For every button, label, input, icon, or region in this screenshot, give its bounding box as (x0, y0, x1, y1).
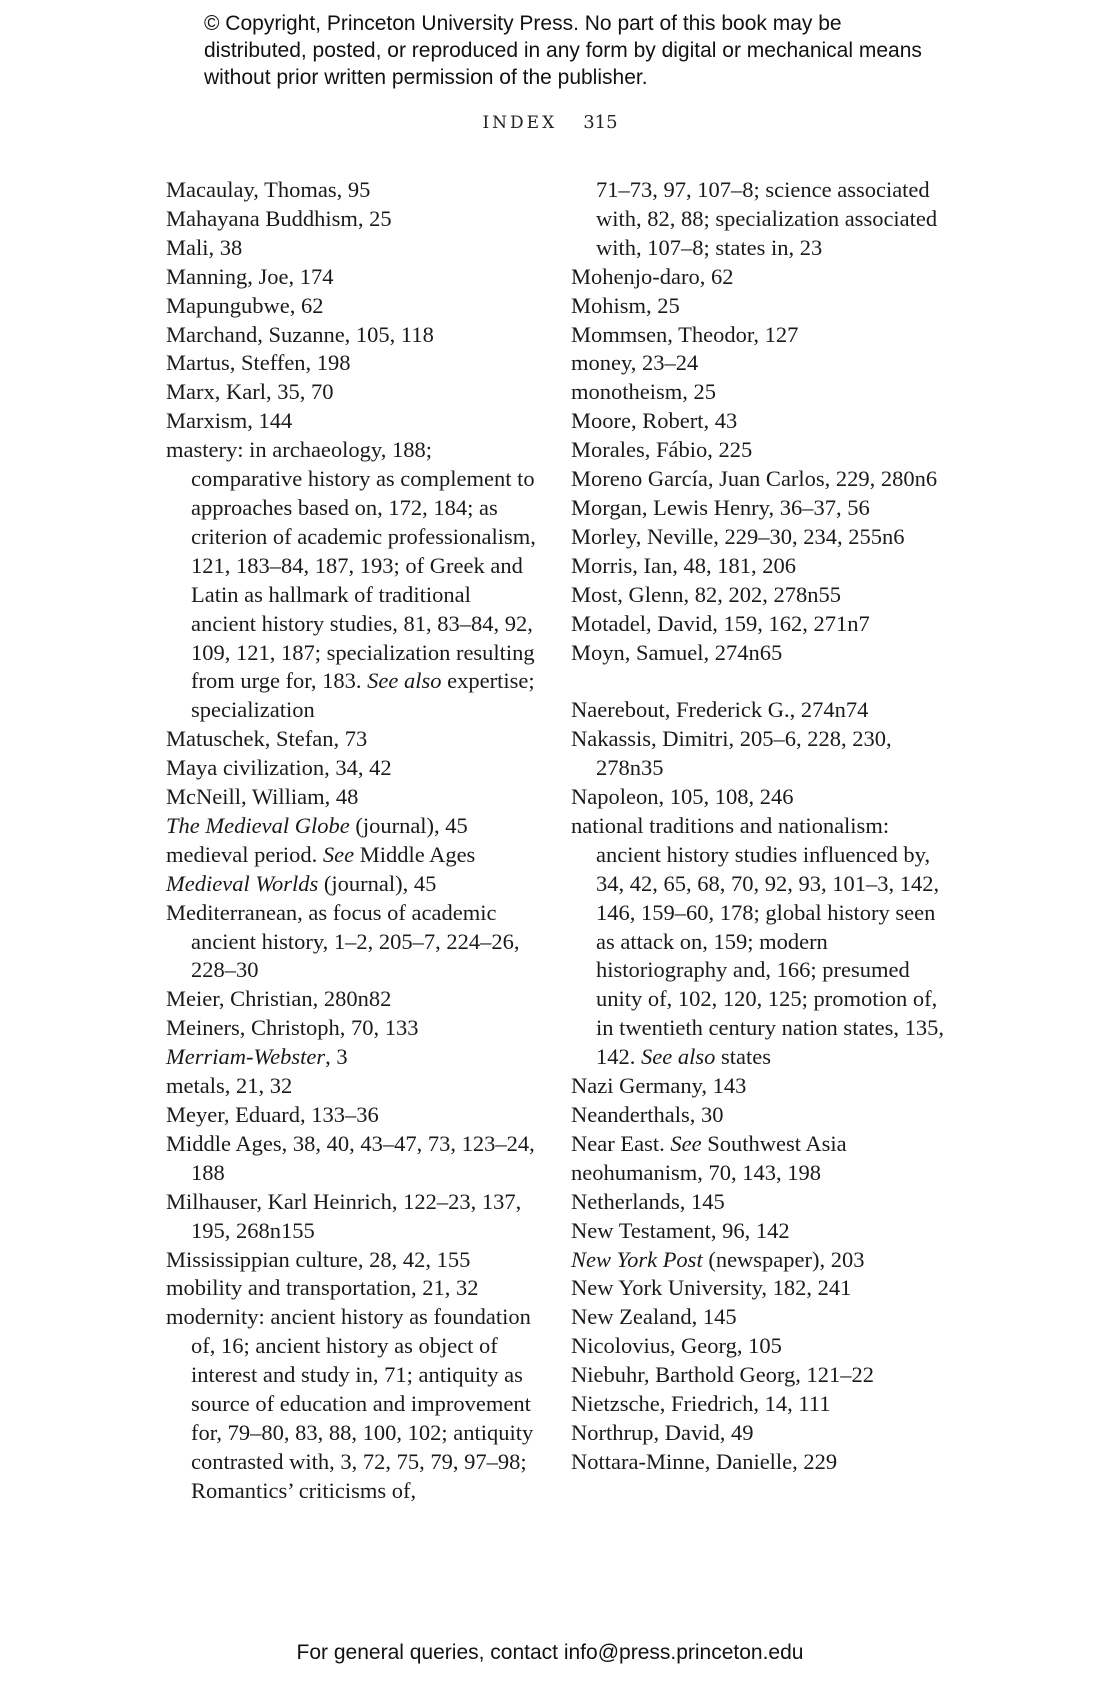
index-entry (571, 465, 946, 494)
index-entry-text: monotheism, 25 (571, 379, 716, 405)
index-entry-text: Marxism, 144 (166, 408, 293, 434)
index-entry-italic: Medieval Worlds (166, 870, 319, 896)
index-entry-text: mastery: in archaeology, 188; comparative history as complement to approaches based on, 172, 184; as criterion of academic professionalism, 121, 183–84, 187, 193; of Greek and Latin as hallmark of traditional ancient history studies, 81, 83–84, 92, 109, 121, 187; specialization resulting from urge for, 183. (166, 437, 536, 694)
index-entry (166, 1188, 541, 1246)
index-entry-text: neohumanism, 70, 143, 198 (571, 1159, 821, 1185)
index-entry-text: Morales, Fábio, 225 (571, 437, 753, 463)
index-entry-text: mobility and transportation, 21, 32 (166, 1275, 479, 1301)
index-entry (571, 1072, 946, 1101)
index-entry (166, 1130, 541, 1188)
index-entry (571, 1217, 946, 1246)
index-entry (166, 321, 541, 350)
index-entry-text: Mediterranean, as focus of academic ancient history, 1–2, 205–7, 224–26, 228–30 (166, 899, 520, 983)
index-entry (166, 1014, 541, 1043)
index-entry-text: Niebuhr, Barthold Georg, 121–22 (571, 1362, 875, 1388)
index-entry-text: Meiners, Christoph, 70, 133 (166, 1015, 419, 1041)
index-entry-text: Marchand, Suzanne, 105, 118 (166, 321, 434, 347)
index-entry-text: McNeill, William, 48 (166, 784, 359, 810)
index-entry (166, 1246, 541, 1275)
index-entry (571, 1188, 946, 1217)
index-entry-text: modernity: ancient history as foundation of, 16; ancient history as object of interest and study in, 71; antiquity as source of education and improvement for, 79–80, 83, 88, 100, 102; antiquity contrasted with, 3, 72, 75, 79, 97–98; Romantics’ criticisms of, (166, 1304, 534, 1503)
index-entry-text: Morris, Ian, 48, 181, 206 (571, 552, 796, 578)
index-entry (571, 725, 946, 783)
index-entry-text: Nazi Germany, 143 (571, 1073, 747, 1099)
index-entry-italic: See (322, 841, 355, 867)
index-entry-text: Nicolovius, Georg, 105 (571, 1333, 782, 1359)
index-entry (166, 263, 541, 292)
index-entry (571, 696, 946, 725)
index-entry (571, 1448, 946, 1477)
index-entry (571, 523, 946, 552)
index-entry (571, 494, 946, 523)
index-entry (571, 1303, 946, 1332)
index-entry-text: Moore, Robert, 43 (571, 408, 738, 434)
index-entry (571, 1390, 946, 1419)
index-entry (571, 581, 946, 610)
index-entry-text: Moyn, Samuel, 274n65 (571, 639, 783, 665)
index-entry-text: Nottara-Minne, Danielle, 229 (571, 1448, 838, 1474)
index-entry-text: New Zealand, 145 (571, 1304, 737, 1330)
index-entry-text: Morley, Neville, 229–30, 234, 255n6 (571, 523, 905, 549)
index-entry (166, 176, 541, 205)
index-entry (571, 1332, 946, 1361)
index-entry-text: Morgan, Lewis Henry, 36–37, 56 (571, 494, 870, 520)
index-entry-text: Napoleon, 105, 108, 246 (571, 784, 794, 810)
index-entry-text: Northrup, David, 49 (571, 1419, 754, 1445)
index-entry (166, 1101, 541, 1130)
index-entry (571, 639, 946, 668)
index-entry-text: Mapungubwe, 62 (166, 292, 324, 318)
index-entry-text: Meier, Christian, 280n82 (166, 986, 392, 1012)
index-entry (166, 1303, 541, 1505)
running-head (0, 112, 1100, 133)
index-entry-text: medieval period. (166, 841, 323, 867)
index-column-left (166, 176, 541, 1506)
index-entry (166, 783, 541, 812)
index-entry (571, 263, 946, 292)
index-entry (166, 378, 541, 407)
index-entry-text: Neanderthals, 30 (571, 1101, 724, 1127)
index-entry (571, 407, 946, 436)
index-entry-text: Macaulay, Thomas, 95 (166, 177, 371, 202)
index-entry (571, 349, 946, 378)
index-entry (166, 1072, 541, 1101)
index-entry-text: Matuschek, Stefan, 73 (166, 726, 368, 752)
index-entry (571, 1101, 946, 1130)
index-entry-italic: See also (367, 668, 442, 694)
index-entry-text: Mohism, 25 (571, 292, 680, 318)
index-entry (166, 436, 541, 725)
index-entry-text: Middle Ages, 38, 40, 43–47, 73, 123–24, 188 (166, 1130, 535, 1185)
index-entry (571, 1419, 946, 1448)
index-entry (571, 1246, 946, 1275)
index-entry (571, 552, 946, 581)
index-entry-text: Martus, Steffen, 198 (166, 350, 351, 376)
index-entry-text: Naerebout, Frederick G., 274n74 (571, 697, 869, 723)
index-entry (571, 1361, 946, 1390)
index-entry-text: Most, Glenn, 82, 202, 278n55 (571, 581, 841, 607)
index-entry-text: Mahayana Buddhism, 25 (166, 205, 392, 231)
index-entry-text: (journal), 45 (349, 812, 468, 838)
index-entry (571, 1274, 946, 1303)
index-entry (571, 812, 946, 1072)
index-entry (571, 1159, 946, 1188)
index-entry-text: Meyer, Eduard, 133–36 (166, 1102, 379, 1127)
index-entry (571, 378, 946, 407)
index-entry-text: Nietzsche, Friedrich, 14, 111 (571, 1391, 831, 1417)
index-entry-italic: The Medieval Globe (166, 812, 350, 838)
index-entry (166, 1274, 541, 1303)
index-entry-text: Mohenjo-daro, 62 (571, 263, 734, 289)
index-entry (166, 985, 541, 1014)
index-entry (166, 407, 541, 436)
index-entry-italic: Merriam-Webster (166, 1044, 326, 1070)
index-entry-text: Southwest Asia (701, 1130, 847, 1156)
index-entry-text: Netherlands, 145 (571, 1188, 725, 1214)
index-entry (166, 349, 541, 378)
index-entry (166, 754, 541, 783)
index-entry-text: money, 23–24 (571, 350, 699, 376)
index-entry-text: New Testament, 96, 142 (571, 1217, 790, 1243)
page-number: 315 (583, 112, 618, 133)
index-column-right (571, 176, 946, 1477)
index-entry-text: expertise; specialization (191, 668, 535, 723)
index-entry-text: Near East. (571, 1130, 671, 1156)
index-entry-continued (571, 176, 946, 263)
index-entry (166, 899, 541, 986)
index-entry (166, 1043, 541, 1072)
index-entry (571, 292, 946, 321)
index-entry-text: 71–73, 97, 107–8; science associated with, 82, 88; specialization associated with, 107–8; states in, 23 (596, 177, 938, 260)
index-entry-italic: See also (641, 1044, 716, 1070)
index-entry-text: Nakassis, Dimitri, 205–6, 228, 230, 278n35 (571, 726, 892, 781)
index-entry-text: Maya civilization, 34, 42 (166, 755, 392, 781)
index-entry (166, 292, 541, 321)
index-entry (571, 1130, 946, 1159)
index-entry-italic: New York Post (571, 1246, 703, 1272)
index-entry-italic: See (670, 1130, 702, 1156)
index-entry-text: national traditions and nationalism: ancient history studies influenced by, 34, 42, 65, 68, 70, 92, 93, 101–3, 142, 146, 159–60, 178; global history seen as attack on, 159; modern historiography and, 166; presumed unity of, 102, 120, 125; promotion of, in twentieth century nation states, 135, 142. (571, 812, 945, 1070)
running-head-title: INDEX (482, 113, 558, 133)
index-entry-text: , 3 (325, 1044, 348, 1070)
index-entry (571, 436, 946, 465)
index-entry-text: states (715, 1044, 771, 1070)
index-entry-text: (journal), 45 (318, 870, 437, 896)
index-entry-text: Marx, Karl, 35, 70 (166, 379, 334, 405)
index-entry-text: Mississippian culture, 28, 42, 155 (166, 1246, 471, 1272)
footer-contact: For general queries, contact info@press.princeton.edu (296, 1641, 804, 1664)
index-entry (571, 321, 946, 350)
index-entry-text: Manning, Joe, 174 (166, 263, 334, 289)
index-entry (166, 870, 541, 899)
index-entry-text: Mali, 38 (166, 234, 243, 260)
index-entry (571, 783, 946, 812)
index-entry-text: Mommsen, Theodor, 127 (571, 321, 799, 347)
index-entry-text: Motadel, David, 159, 162, 271n7 (571, 610, 870, 636)
index-entry-text: New York University, 182, 241 (571, 1275, 852, 1301)
index-entry (166, 234, 541, 263)
index-entry-text: (newspaper), 203 (702, 1246, 865, 1272)
index-entry-text: Milhauser, Karl Heinrich, 122–23, 137, 195, 268n155 (166, 1188, 522, 1243)
copyright-notice: © Copyright, Princeton University Press. No part of this book may be distributed, posted, or reproduced in any form by digital or mechanical means without prior written permission of the publisher. (204, 12, 922, 89)
index-entry-text: metals, 21, 32 (166, 1073, 293, 1099)
index-entry (166, 841, 541, 870)
index-entry (571, 610, 946, 639)
index-entry (166, 812, 541, 841)
index-entry-text: Middle Ages (354, 841, 476, 867)
index-entry (166, 205, 541, 234)
index-entry (166, 725, 541, 754)
index-entry-text: Moreno García, Juan Carlos, 229, 280n6 (571, 466, 938, 492)
letter-group-gap (571, 667, 946, 696)
